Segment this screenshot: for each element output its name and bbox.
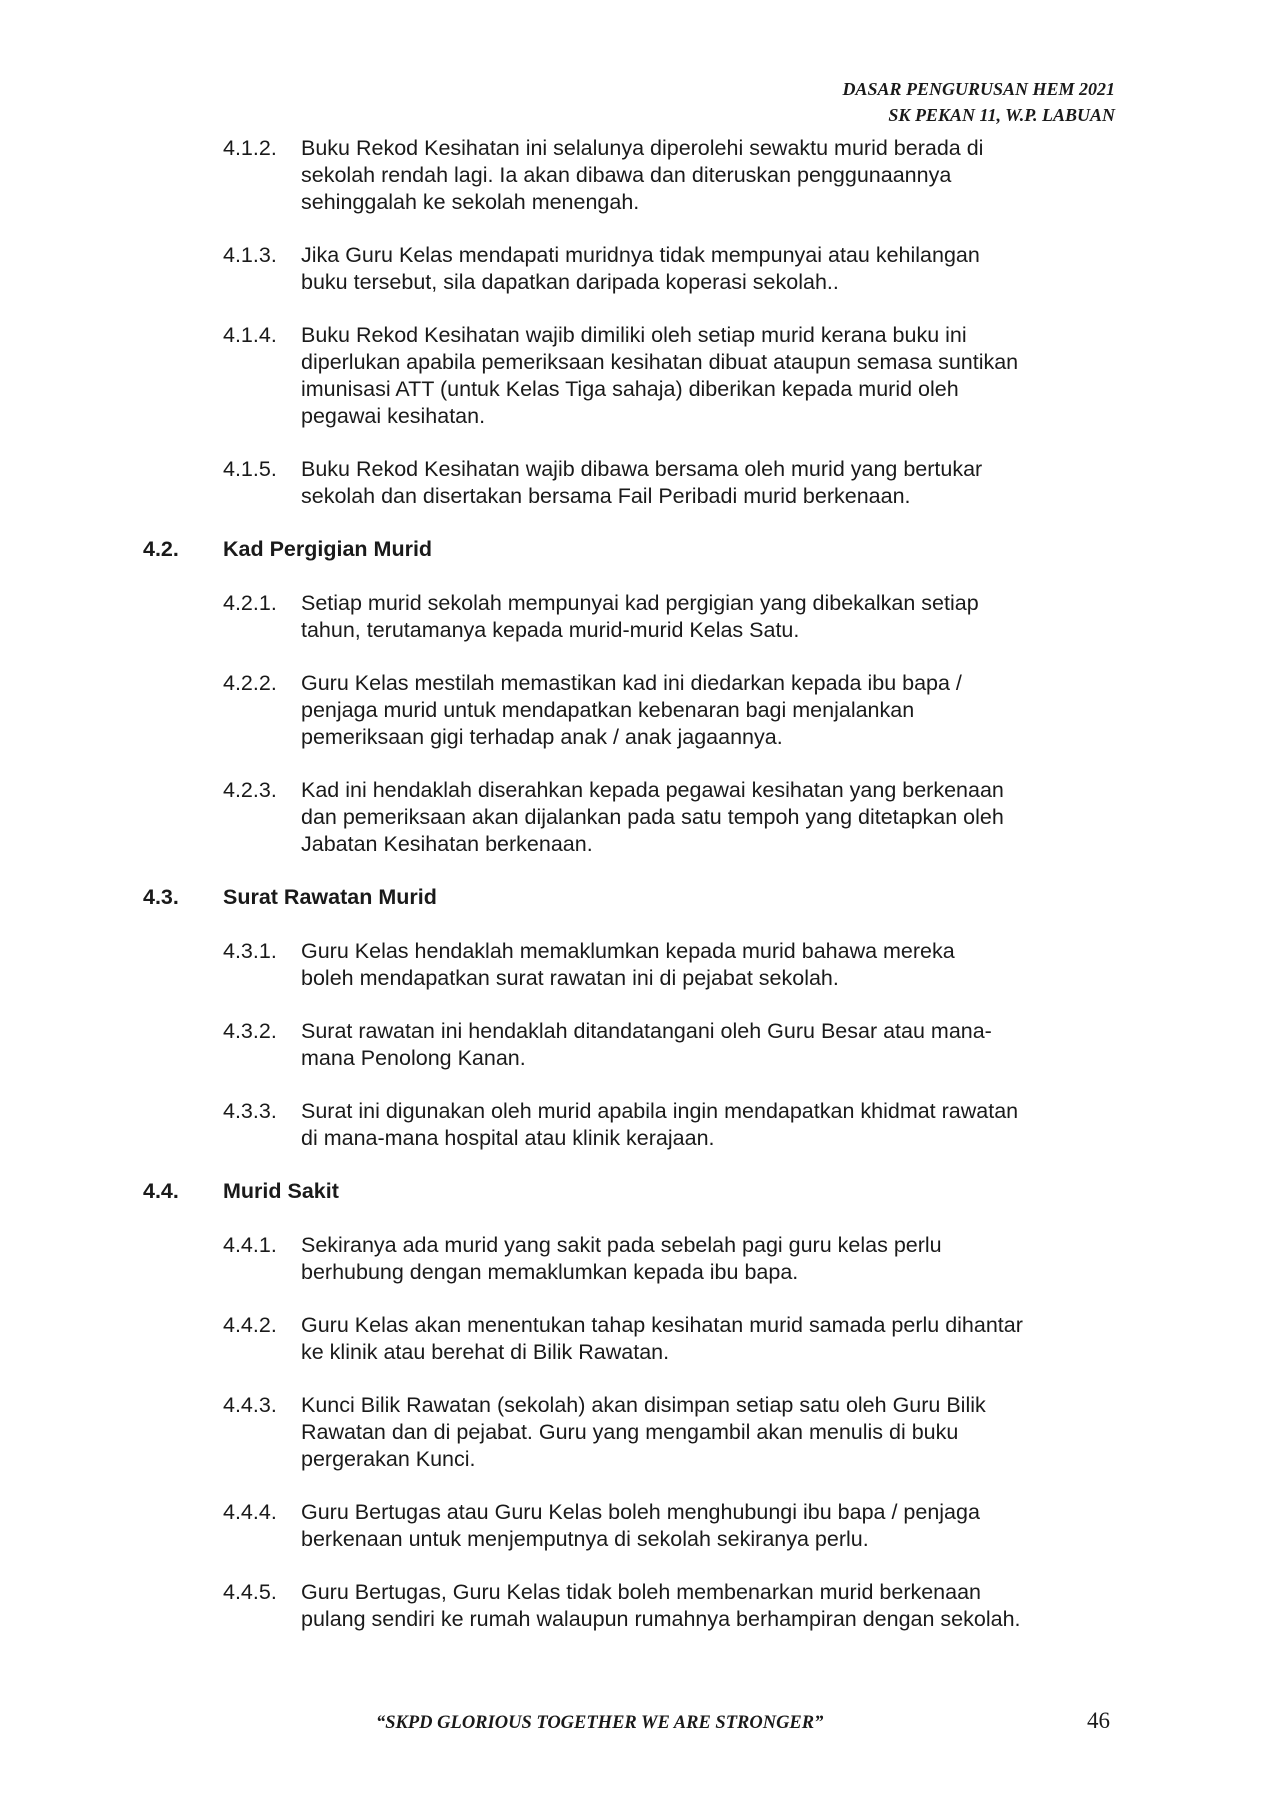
item-text-line: Guru Bertugas, Guru Kelas tidak boleh membenarkan murid berkenaan <box>301 1580 982 1604</box>
item-text <box>301 1018 1116 1072</box>
list-item <box>143 242 1116 296</box>
item-text-line: pemeriksaan gigi terhadap anak / anak jagaannya. <box>301 725 783 749</box>
item-text <box>301 1312 1116 1366</box>
item-text-line: Jabatan Kesihatan berkenaan. <box>301 832 593 856</box>
header-title: DASAR PENGURUSAN HEM 2021 <box>842 79 1115 99</box>
item-text-line: pergerakan Kunci. <box>301 1447 476 1471</box>
footer-motto: “SKPD GLORIOUS TOGETHER WE ARE STRONGER” <box>376 1713 824 1733</box>
item-text-line: Kunci Bilik Rawatan (sekolah) akan disimpan setiap satu oleh Guru Bilik <box>301 1393 986 1417</box>
list-item <box>143 1579 1116 1633</box>
item-number: 4.2.1. <box>223 591 277 615</box>
list-item <box>143 590 1116 644</box>
item-text-line: ke klinik atau berehat di Bilik Rawatan. <box>301 1340 670 1364</box>
item-text <box>301 242 1116 296</box>
list-item <box>143 135 1116 216</box>
item-text <box>301 1098 1116 1152</box>
document-header <box>842 76 1115 128</box>
item-text-line: pegawai kesihatan. <box>301 404 486 428</box>
item-text <box>301 322 1116 430</box>
list-item <box>143 1018 1116 1072</box>
header-school: SK PEKAN 11, W.P. LABUAN <box>888 105 1115 125</box>
section-number: 4.3. <box>143 885 179 909</box>
section-title: Kad Pergigian Murid <box>223 537 433 561</box>
item-number: 4.1.4. <box>223 323 277 347</box>
list-item <box>143 1232 1116 1286</box>
list-item <box>143 777 1116 858</box>
item-text <box>301 777 1116 858</box>
item-text-line: Guru Kelas akan menentukan tahap kesihatan murid samada perlu dihantar <box>301 1313 1023 1337</box>
item-text-line: tahun, terutamanya kepada murid-murid Kelas Satu. <box>301 618 800 642</box>
item-text-line: Buku Rekod Kesihatan ini selalunya diperolehi sewaktu murid berada di <box>301 136 984 160</box>
item-text-line: Setiap murid sekolah mempunyai kad pergigian yang dibekalkan setiap <box>301 591 979 615</box>
list-4-2 <box>143 590 1116 858</box>
item-text <box>301 135 1116 216</box>
item-number: 4.1.3. <box>223 243 277 267</box>
item-number: 4.1.5. <box>223 457 277 481</box>
section-title: Surat Rawatan Murid <box>223 885 437 909</box>
item-text-line: penjaga murid untuk mendapatkan kebenaran bagi menjalankan <box>301 698 915 722</box>
item-text-line: sekolah rendah lagi. Ia akan dibawa dan diteruskan penggunaannya <box>301 163 952 187</box>
item-text <box>301 938 1116 992</box>
item-number: 4.3.2. <box>223 1019 277 1043</box>
item-number: 4.2.3. <box>223 778 277 802</box>
list-item <box>143 1098 1116 1152</box>
section-heading-4-2 <box>143 536 1116 563</box>
list-item <box>143 456 1116 510</box>
list-4-1 <box>143 135 1116 510</box>
item-number: 4.3.3. <box>223 1099 277 1123</box>
item-text-line: Kad ini hendaklah diserahkan kepada pegawai kesihatan yang berkenaan <box>301 778 1004 802</box>
section-number: 4.2. <box>143 537 179 561</box>
item-text <box>301 1499 1116 1553</box>
item-text <box>301 1232 1116 1286</box>
item-text-line: pulang sendiri ke rumah walaupun rumahnya berhampiran dengan sekolah. <box>301 1607 1021 1631</box>
item-text <box>301 1579 1116 1633</box>
item-text <box>301 590 1116 644</box>
section-heading-4-4 <box>143 1178 1116 1205</box>
list-item <box>143 1312 1116 1366</box>
page-number: 46 <box>1087 1708 1110 1733</box>
item-text-line: dan pemeriksaan akan dijalankan pada satu tempoh yang ditetapkan oleh <box>301 805 1004 829</box>
item-text <box>301 456 1116 510</box>
item-text-line: boleh mendapatkan surat rawatan ini di pejabat sekolah. <box>301 966 839 990</box>
item-text-line: berhubung dengan memaklumkan kepada ibu bapa. <box>301 1260 799 1284</box>
item-text-line: Jika Guru Kelas mendapati muridnya tidak mempunyai atau kehilangan <box>301 243 980 267</box>
list-4-4 <box>143 1232 1116 1633</box>
item-text-line: imunisasi ATT (untuk Kelas Tiga sahaja) diberikan kepada murid oleh <box>301 377 959 401</box>
section-heading-4-3 <box>143 884 1116 911</box>
item-number: 4.4.1. <box>223 1233 277 1257</box>
item-text-line: Guru Kelas mestilah memastikan kad ini diedarkan kepada ibu bapa / <box>301 671 962 695</box>
item-text-line: Guru Bertugas atau Guru Kelas boleh menghubungi ibu bapa / penjaga <box>301 1500 980 1524</box>
item-text-line: Buku Rekod Kesihatan wajib dimiliki oleh setiap murid kerana buku ini <box>301 323 967 347</box>
section-number: 4.4. <box>143 1179 179 1203</box>
item-number: 4.1.2. <box>223 136 277 160</box>
list-item <box>143 1392 1116 1473</box>
list-4-3 <box>143 938 1116 1152</box>
item-text-line: sekolah dan disertakan bersama Fail Peribadi murid berkenaan. <box>301 484 911 508</box>
item-text-line: Surat rawatan ini hendaklah ditandatangani oleh Guru Besar atau mana- <box>301 1019 992 1043</box>
item-text-line: Guru Kelas hendaklah memaklumkan kepada murid bahawa mereka <box>301 939 955 963</box>
list-item <box>143 1499 1116 1553</box>
list-item <box>143 938 1116 992</box>
item-number: 4.4.5. <box>223 1580 277 1604</box>
item-number: 4.4.2. <box>223 1313 277 1337</box>
item-number: 4.2.2. <box>223 671 277 695</box>
item-text-line: mana Penolong Kanan. <box>301 1046 526 1070</box>
item-text-line: sehinggalah ke sekolah menengah. <box>301 190 640 214</box>
list-item <box>143 670 1116 751</box>
item-text-line: Sekiranya ada murid yang sakit pada sebelah pagi guru kelas perlu <box>301 1233 942 1257</box>
section-title: Murid Sakit <box>223 1179 339 1203</box>
item-text-line: diperlukan apabila pemeriksaan kesihatan dibuat ataupun semasa suntikan <box>301 350 1019 374</box>
item-text-line: Surat ini digunakan oleh murid apabila ingin mendapatkan khidmat rawatan <box>301 1099 1019 1123</box>
item-number: 4.4.3. <box>223 1393 277 1417</box>
document-body <box>143 135 1116 1659</box>
item-text-line: buku tersebut, sila dapatkan daripada koperasi sekolah.. <box>301 270 839 294</box>
item-number: 4.3.1. <box>223 939 277 963</box>
item-text <box>301 1392 1116 1473</box>
item-text-line: berkenaan untuk menjemputnya di sekolah sekiranya perlu. <box>301 1527 869 1551</box>
item-text-line: Buku Rekod Kesihatan wajib dibawa bersama oleh murid yang bertukar <box>301 457 983 481</box>
item-text <box>301 670 1116 751</box>
item-text-line: Rawatan dan di pejabat. Guru yang mengambil akan menulis di buku <box>301 1420 959 1444</box>
list-item <box>143 322 1116 430</box>
item-number: 4.4.4. <box>223 1500 277 1524</box>
item-text-line: di mana-mana hospital atau klinik kerajaan. <box>301 1126 715 1150</box>
